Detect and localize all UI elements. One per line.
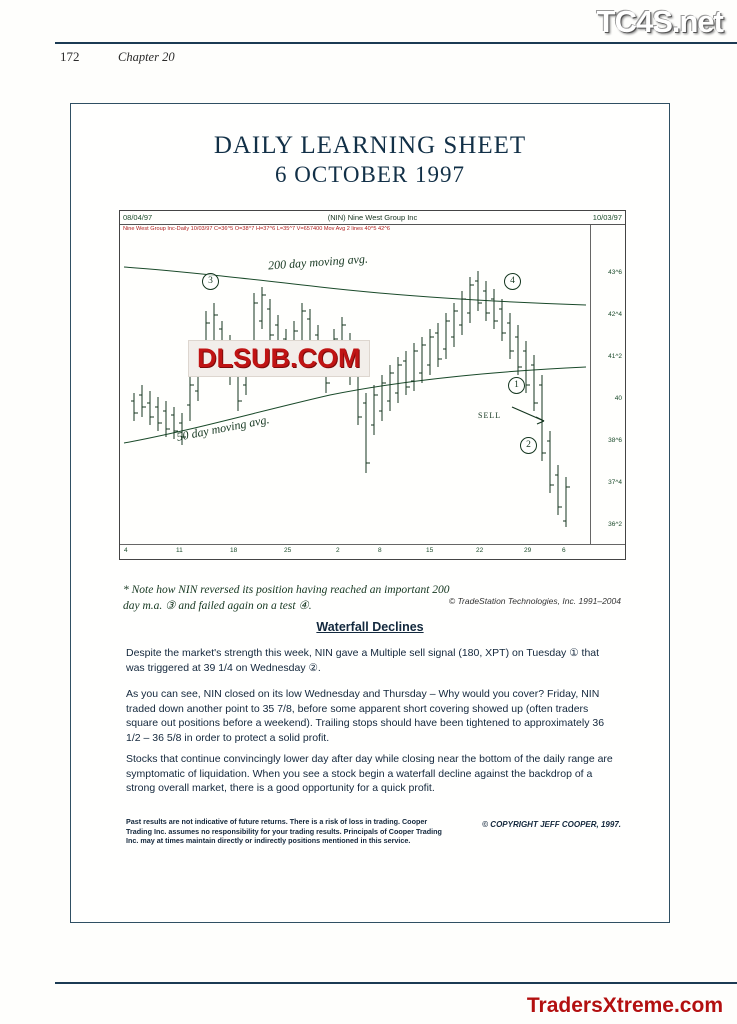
article-title: Waterfall Declines [316, 620, 424, 634]
watermark-bottom: TradersXtreme.com [526, 994, 723, 1017]
chart-date-axis [120, 544, 625, 559]
price-tick: 40 [614, 395, 622, 402]
date-tick: 29 [524, 547, 532, 554]
chapter-title: Chapter 20 [118, 50, 175, 64]
price-tick: 42^4 [608, 311, 622, 318]
price-tick: 43^6 [608, 269, 622, 276]
price-tick: 38^6 [608, 437, 622, 444]
price-tick: 36^2 [608, 521, 622, 528]
annotation-ma50-label: 50 day moving avg. [175, 412, 271, 444]
learning-sheet [70, 103, 670, 923]
page-number: 172 [60, 49, 80, 64]
chart-handwritten-note: * Note how NIN reversed its position having reached an important 200 day m.a. ③ and failed again on a test ④. [123, 584, 450, 612]
chart-date-start: 08/04/97 [123, 213, 153, 222]
date-tick: 4 [124, 547, 128, 554]
copyright-text: © COPYRIGHT JEFF COOPER, 1997. [482, 820, 621, 829]
date-tick: 15 [426, 547, 434, 554]
price-chart [119, 210, 626, 560]
chart-plot-area [120, 225, 625, 545]
chart-credit: © TradeStation Technologies, Inc. 1991–2004 [448, 596, 621, 606]
marker-4: 4 [504, 273, 521, 290]
disclaimer-text: Past results are not indicative of future returns. There is a risk of loss in trading. Cooper Trading Inc. assumes no responsibility for your trading results. Principals of Cooper Trading Inc. may at times maintain directly or indirectly positions mentioned in this service. [126, 817, 442, 846]
marker-2: 2 [520, 437, 537, 454]
footer-rule [55, 982, 737, 984]
price-tick: 41^2 [608, 353, 622, 360]
article-paragraph-2: As you can see, NIN closed on its low Wednesday and Thursday – Why would you cover? Friday, NIN traded down another point to 35 7/8, before some apparent short covering showed up (often traders square out positions before a weekend). Trailing stops should have been tightened to approximately 36 1/2 – 36 5/8 in order to protect a solid profit. [126, 688, 605, 744]
date-tick: 11 [176, 547, 183, 554]
sheet-title [71, 132, 669, 188]
annotation-sell-label: SELL [478, 411, 502, 420]
marker-3: 3 [202, 273, 219, 290]
watermark-top: TC4S.net [596, 4, 723, 39]
sheet-title-line2: 6 OCTOBER 1997 [275, 162, 465, 187]
sheet-title-line1: DAILY LEARNING SHEET [213, 132, 527, 159]
date-tick: 2 [336, 547, 340, 554]
date-tick: 18 [230, 547, 238, 554]
date-tick: 6 [562, 547, 566, 554]
date-tick: 25 [284, 547, 292, 554]
marker-1: 1 [508, 377, 525, 394]
price-tick: 37^4 [608, 479, 622, 486]
watermark-stamp: DLSUB.COM [188, 340, 370, 377]
date-tick: 8 [378, 547, 382, 554]
article-paragraph-3: Stocks that continue convincingly lower day after day while closing near the bottom of the daily range are symptomatic of liquidation. When you see a stock begin a waterfall decline against the backdrop of a strong overall market, there is a good opportunity for a quick profit. [126, 753, 613, 794]
article-paragraph-1: Despite the market's strength this week, NIN gave a Multiple sell signal (180, XPT) on Tuesday ① that was triggered at 39 1/4 on Wednesday ②. [126, 647, 600, 674]
annotation-ma200-label: 200 day moving avg. [267, 251, 369, 273]
chart-header [120, 211, 625, 225]
date-tick: 22 [476, 547, 484, 554]
chart-quote-line: Nine West Group Inc-Daily 10/03/97 C=36^5 O=38^7 H=37^6 L=35^7 V=657400 Mov Avg 2 lines 40^5 42^6 [123, 226, 390, 232]
chart-date-end: 10/03/97 [592, 213, 622, 222]
header-rule [55, 42, 737, 44]
chart-symbol-title: (NIN) Nine West Group Inc [327, 213, 418, 222]
